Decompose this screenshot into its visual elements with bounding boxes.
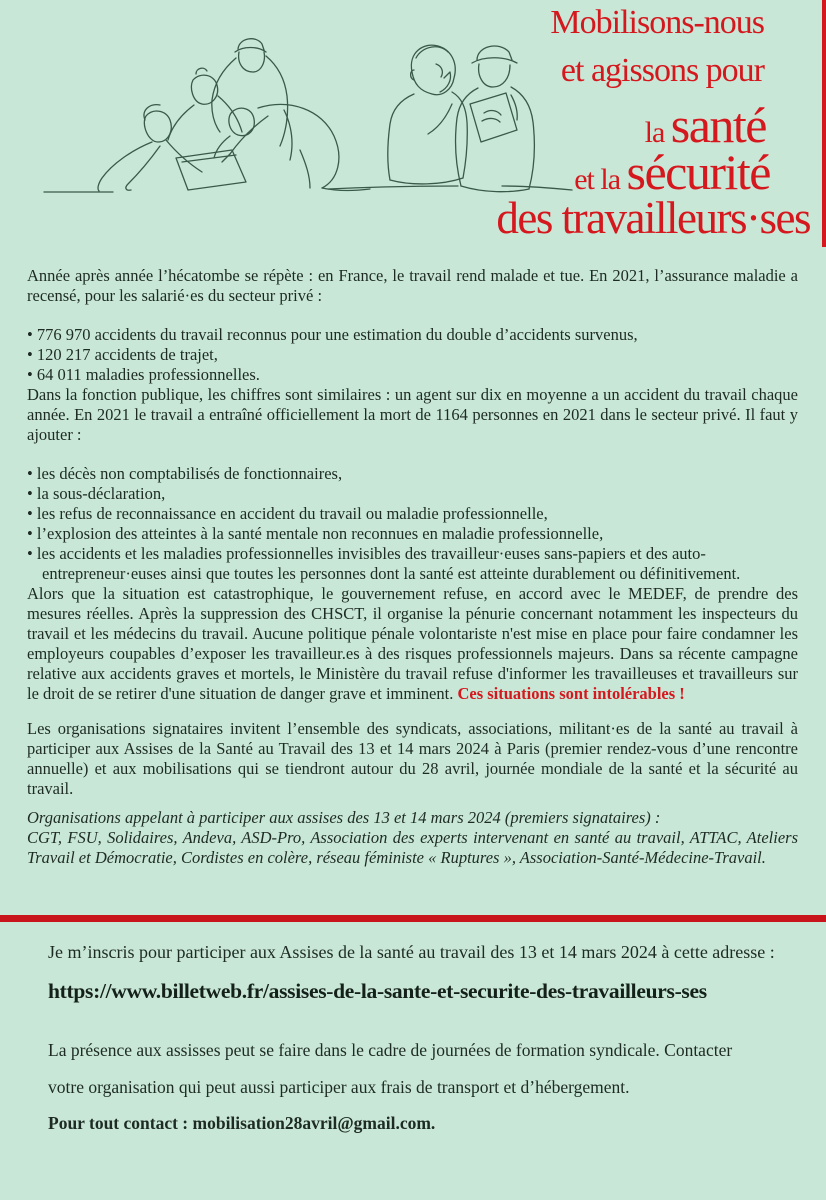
list-item: • les accidents et les maladies professionnelles invisibles des travailleur·euses sans-papiers et des auto-entrepreneur·euses ainsi que toutes les personnes dont la santé est atteinte durablement ou définitivement. — [27, 544, 798, 584]
training-note-line-2: votre organisation qui peut aussi participer aux frais de transport et d’hébergement. — [48, 1077, 630, 1097]
contact-line: Pour tout contact : mobilisation28avril@gmail.com. — [48, 1113, 436, 1133]
header — [0, 0, 826, 250]
title-line-4-big: sécurité — [626, 144, 770, 200]
list-item: • 120 217 accidents de trajet, — [27, 345, 798, 365]
list-item: • la sous-déclaration, — [27, 484, 798, 504]
title-line-3-small: la — [644, 116, 671, 149]
title-line-3-big: santé — [670, 97, 766, 153]
call-to-action-paragraph: Les organisations signataires invitent l’ensemble des syndicats, associations, militant·es de la santé au travail à participer aux Assises de la Santé au Travail des 13 et 14 mars 2024 à Paris (premier rendez-vous d’une rencontre annuelle) et aux mobilisations qui se tiendront autour du 28 avril, journée mondiale de la santé et la sécurité au travail. — [27, 719, 798, 798]
intolerable-highlight: Ces situations sont intolérables ! — [457, 684, 685, 703]
signatories-list: CGT, FSU, Solidaires, Andeva, ASD-Pro, Association des experts intervenant en santé au travail, ATTAC, Ateliers Travail et Démocratie, Cordistes en colère, réseau féministe « Ruptures », Association-Santé-Médecine-Travail. — [27, 828, 798, 867]
government-critique-paragraph — [27, 584, 798, 704]
list-item: • l’explosion des atteintes à la santé mentale non reconnues en maladie professionnelle, — [27, 524, 798, 544]
signatories-intro: Organisations appelant à participer aux assises des 13 et 14 mars 2024 (premiers signataires) : — [27, 808, 661, 827]
list-item: • les refus de reconnaissance en accident du travail ou maladie professionnelle, — [27, 504, 798, 524]
registration-line: Je m’inscris pour participer aux Assises de la santé au travail des 13 et 14 mars 2024 à cette adresse : — [48, 942, 775, 962]
government-critique-text: Alors que la situation est catastrophique, le gouvernement refuse, en accord avec le MEDEF, de prendre des mesures réelles. Après la suppression des CHSCT, il organise la pénurie concernant notamment les inspecteurs du travail et les médecins du travail. Aucune politique pénale volontariste n'est mise en place pour faire condamner les employeurs coupables d’exposer les travailleur.es à des risques professionnels majeurs. Dans sa récente campagne relative aux accidents graves et mortels, le Ministère du travail refuse d'informer les travailleuses et travailleurs sur le droit de se retirer d'une situation de danger grave et imminent. — [27, 584, 798, 703]
list-item: • les décès non comptabilisés de fonctionnaires, — [27, 464, 798, 484]
title-line-4-small: et la — [574, 163, 627, 196]
public-sector-paragraph: Dans la fonction publique, les chiffres sont similaires : un agent sur dix en moyenne a un accident du travail chaque année. En 2021 le travail a entraîné officiellement la mort de 1164 personnes en 2021 dans le secteur privé. Il faut y ajouter : — [27, 385, 798, 444]
list-item: • 776 970 accidents du travail reconnus pour une estimation du double d’accidents survenus, — [27, 325, 798, 345]
divider-bar — [0, 915, 826, 922]
footer — [0, 922, 826, 1134]
title-line-3 — [496, 97, 810, 153]
title-line-2: et agissons pour — [560, 52, 764, 89]
title-line-5: des travailleurs·ses — [496, 193, 810, 243]
hidden-toll-list — [27, 464, 798, 584]
body-text — [0, 250, 826, 915]
title-line-4 — [496, 144, 810, 200]
header-accent-strip — [822, 0, 826, 247]
page-title — [496, 6, 810, 242]
registration-url[interactable]: https://www.billetweb.fr/assises-de-la-sante-et-securite-des-travailleurs-ses — [48, 979, 707, 1003]
title-line-1: Mobilisons-nous — [550, 4, 764, 41]
signatories-block — [27, 808, 798, 868]
table-line — [328, 186, 458, 189]
training-note-line-1: La présence aux assisses peut se faire dans le cadre de journées de formation syndicale. Contacter — [48, 1040, 733, 1060]
intro-paragraph: Année après année l’hécatombe se répète : en France, le travail rend malade et tue. En 2021, l’assurance maladie a recensé, pour les salarié·es du secteur privé : — [27, 266, 798, 305]
private-sector-stats-list — [27, 325, 798, 385]
list-item: • 64 011 maladies professionnelles. — [27, 365, 798, 385]
